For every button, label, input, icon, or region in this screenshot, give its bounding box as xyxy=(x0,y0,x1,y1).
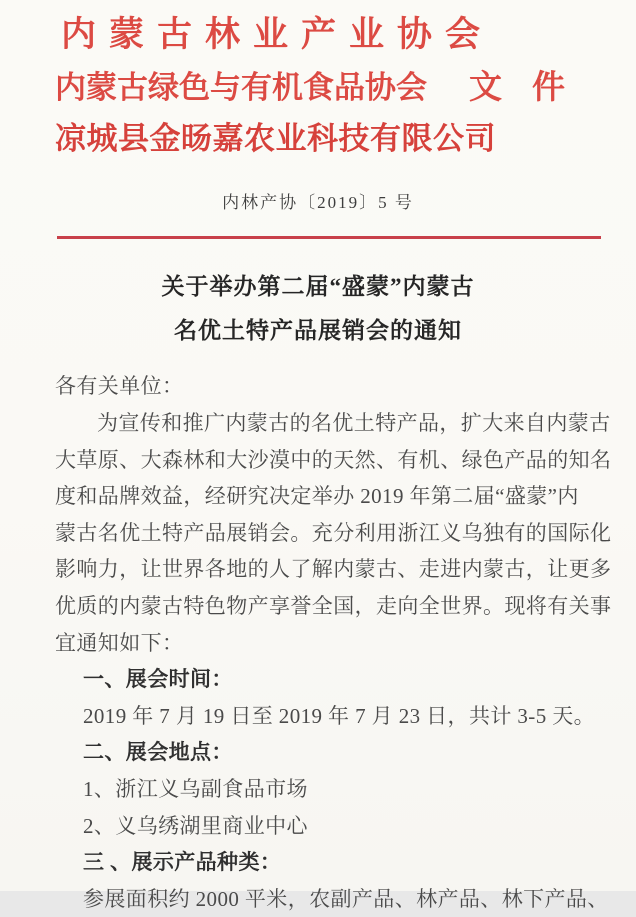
section-line: 参展面积约 2000 平米，农副产品、林产品、林下产品、 xyxy=(83,886,609,911)
section-heading-exhibition-location: 二、展会地点： xyxy=(83,740,233,765)
section-heading-product-categories: 三 、展示产品种类： xyxy=(83,850,282,875)
intro-line: 度和品牌效益，经研究决定举办 2019 年第二届“盛蒙”内 xyxy=(55,484,579,509)
salutation: 各有关单位： xyxy=(55,374,184,399)
section-line: 2、义乌绣湖里商业中心 xyxy=(83,813,308,838)
red-divider-rule xyxy=(57,236,601,239)
org-name-line-1: 内蒙古林业产业协会 xyxy=(61,15,494,54)
org-name-line-2 xyxy=(55,68,595,108)
section-heading-exhibition-time: 一、展会时间： xyxy=(83,667,233,692)
intro-line: 为宣传和推广内蒙古的名优土特产品，扩大来自内蒙古 xyxy=(97,411,611,435)
intro-line: 影响力，让世界各地的人了解内蒙古、走进内蒙古，让更多 xyxy=(55,557,612,582)
section-line: 2019 年 7 月 19 日至 2019 年 7 月 23 日，共计 3-5 天。 xyxy=(83,703,596,728)
letterhead xyxy=(55,12,595,239)
document-number: 内林产协〔2019〕5 号 xyxy=(222,193,414,212)
org-name-line-2-text: 内蒙古绿色与有机食品协会 xyxy=(55,70,427,105)
intro-line: 宜通知如下： xyxy=(55,630,184,655)
document-body xyxy=(55,368,612,917)
intro-line: 优质的内蒙古特色物产享誉全国，走向全世界。现将有关事 xyxy=(55,593,612,618)
document-title xyxy=(55,265,581,353)
document-title-line-1: 关于举办第二届“盛蒙”内蒙古 xyxy=(161,274,475,299)
document-title-line-2: 名优土特产品展销会的通知 xyxy=(174,318,462,343)
intro-line: 蒙古名优土特产品展销会。充分利用浙江义乌独有的国际化 xyxy=(55,520,612,545)
org-name-line-3: 凉城县金旸嘉农业科技有限公司 xyxy=(55,121,496,156)
document-type-label: 文件 xyxy=(469,70,595,106)
intro-line: 大草原、大森林和大沙漠中的天然、有机、绿色产品的知名 xyxy=(55,447,612,472)
section-line: 1、浙江义乌副食品市场 xyxy=(83,776,308,801)
